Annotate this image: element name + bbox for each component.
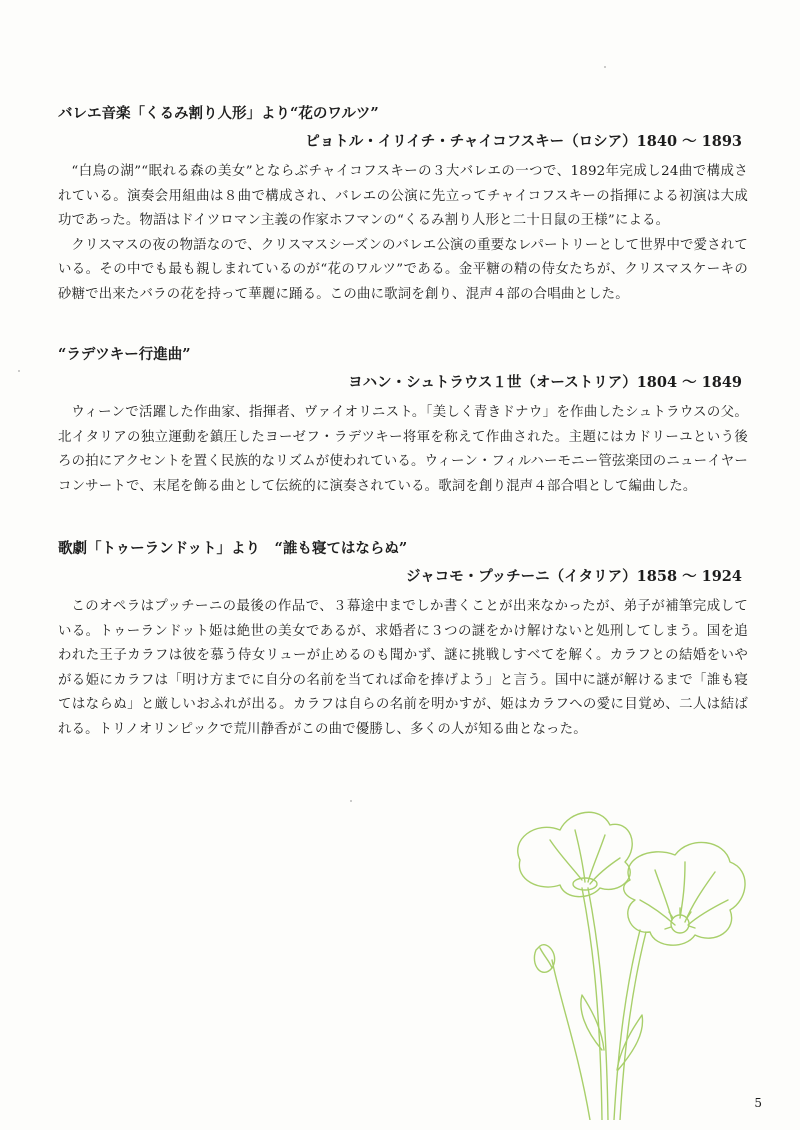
section-radetzky bbox=[58, 344, 748, 499]
paragraph: “白鳥の湖”“眠れる森の美女”とならぶチャイコフスキーの３大バレエの一つで、1892年完成し24曲で構成されている。演奏会用組曲は８曲で構成され、バレエの公演に先立ってチャイコフスキーの指揮による初演は大成功であった。物語はドイツロマン主義の作家ホフマンの“くるみ割り人形と二十日鼠の王様”による。 bbox=[58, 164, 748, 228]
paper-speck bbox=[18, 370, 20, 372]
page-number: 5 bbox=[754, 1096, 762, 1110]
composer-line: ピョトル・イリイチ・チャイコフスキー（ロシア）1840 ～ 1893 bbox=[305, 133, 742, 150]
paragraph: このオペラはプッチーニの最後の作品で、３幕途中までしか書くことが出来なかったが、弟子が補筆完成している。トゥーランドット姫は絶世の美女であるが、求婚者に３つの謎をかけ解けないと処刑してしまう。国を追われた王子カラフは彼を慕う侍女リューが止めるのも聞かず、謎に挑戦しすべてを解く。カラフとの結婚をいやがる姫にカラフは「明け方までに自分の名前を当てれば命を捧げよう」と言う。国中に謎が解けるまで「誰も寝てはならぬ」と厳しいおふれが出る。カラフは自らの名前を明かすが、姫はカラフへの愛に目覚め、二人は結ばれる。トリノオリンピックで荒川静香がこの曲で優勝し、多くの人が知る曲となった。 bbox=[58, 599, 748, 737]
section-title: “ラデツキー行進曲” bbox=[58, 346, 191, 363]
paragraph: ウィーンで活躍した作曲家、指揮者、ヴァイオリニスト。「美しく青きドナウ」を作曲したシュトラウスの父。北イタリアの独立運動を鎮圧したヨーゼフ・ラデツキー将軍を称えて作曲された。主題にはカドリーユという後ろの拍にアクセントを置く民族的なリズムが使われている。ウィーン・フィルハーモニー管弦楽団のニューイヤーコンサートで、末尾を飾る曲として伝統的に演奏されている。歌詞を創り混声４部合唱として編曲した。 bbox=[58, 405, 748, 494]
section-title: バレエ音楽「くるみ割り人形」より“花のワルツ” bbox=[58, 105, 379, 122]
composer-line: ジャコモ・プッチーニ（イタリア）1858 ～ 1924 bbox=[405, 568, 742, 585]
composer-line: ヨハン・シュトラウス１世（オーストリア）1804 ～ 1849 bbox=[348, 374, 742, 391]
paper-speck bbox=[604, 66, 606, 68]
paper-speck bbox=[350, 800, 352, 802]
section-turandot bbox=[58, 538, 748, 742]
poppy-flower-icon bbox=[490, 800, 750, 1120]
section-nutcracker bbox=[58, 103, 748, 307]
section-title: 歌劇「トゥーランドット」より “誰も寝てはならぬ” bbox=[58, 540, 408, 557]
paragraph: クリスマスの夜の物語なので、クリスマスシーズンのバレエ公演の重要なレパートリーとして世界中で愛されている。その中でも最も親しまれているのが“花のワルツ”である。金平糖の精の侍女たちが、クリスマスケーキの砂糖で出来たバラの花を持って華麗に踊る。この曲に歌詞を創り、混声４部の合唱曲とした。 bbox=[58, 237, 748, 302]
